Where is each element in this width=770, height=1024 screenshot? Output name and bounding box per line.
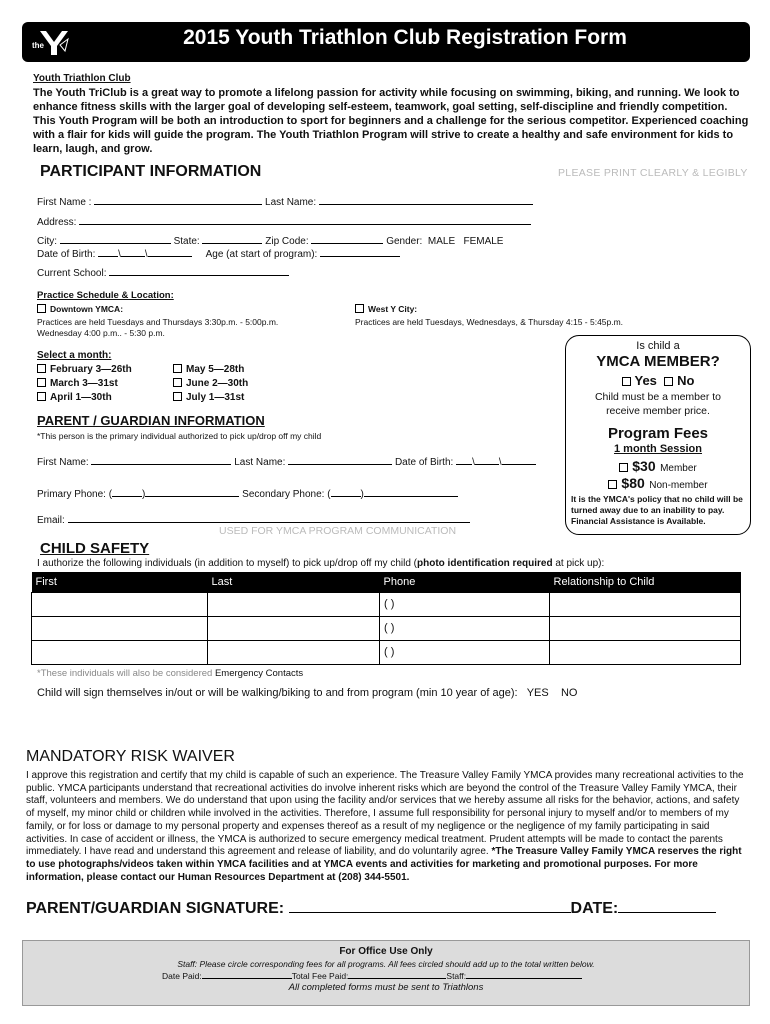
month-option[interactable] <box>37 364 132 375</box>
yes-label: Yes <box>634 373 657 388</box>
secondary-phone-label: Secondary Phone: ( <box>242 489 331 500</box>
email-label: Email: <box>37 515 65 526</box>
guardian-name-row <box>37 454 536 468</box>
city-field[interactable] <box>60 233 171 244</box>
month-label: July 1—31st <box>186 392 245 403</box>
guardian-dob-month[interactable] <box>456 454 472 465</box>
westy-option[interactable] <box>355 304 417 314</box>
downtown-option[interactable] <box>37 304 123 314</box>
yes-checkbox[interactable] <box>622 377 631 386</box>
session-label: 1 month Session <box>613 443 703 455</box>
age-label: Age (at start of program): <box>205 249 318 260</box>
zip-label: Zip Code: <box>265 236 309 247</box>
primary-phone-area[interactable] <box>112 486 142 497</box>
office-title: For Office Use Only <box>339 946 433 957</box>
state-field[interactable] <box>202 233 262 244</box>
first-cell[interactable] <box>32 592 208 616</box>
relationship-cell[interactable] <box>550 640 741 664</box>
guardian-dob-day[interactable] <box>475 454 499 465</box>
first-name-label: First Name : <box>37 197 92 208</box>
checkbox[interactable] <box>37 392 46 401</box>
date-field[interactable] <box>618 897 716 913</box>
date-paid-field[interactable] <box>202 970 292 979</box>
member-note: Child must be a member to receive member price. <box>594 391 722 417</box>
checkbox[interactable] <box>173 392 182 401</box>
email-note: USED FOR YMCA PROGRAM COMMUNICATION <box>219 525 457 537</box>
city-label: City: <box>37 236 57 247</box>
guardian-first-name-field[interactable] <box>91 454 231 465</box>
office-footer: All completed forms must be sent to Triathlons <box>288 982 484 993</box>
month-option[interactable] <box>173 392 244 403</box>
month-label: June 2—30th <box>186 378 249 389</box>
emergency-note-text: *These individuals will also be considered <box>37 668 215 679</box>
table-row <box>32 640 741 664</box>
column-header-first: First <box>32 572 208 592</box>
print-note: PLEASE PRINT CLEARLY & LEGIBLY <box>558 167 748 179</box>
guardian-section-title: PARENT / GUARDIAN INFORMATION <box>37 413 265 428</box>
primary-phone-field[interactable] <box>145 486 239 497</box>
participant-section-title: PARTICIPANT INFORMATION <box>40 163 262 180</box>
fee-nonmember-option[interactable] <box>565 475 751 493</box>
dob-separator: \ <box>472 457 475 468</box>
dob-day-field[interactable] <box>121 246 145 257</box>
downtown-checkbox[interactable] <box>37 304 46 313</box>
secondary-phone-field[interactable] <box>364 486 458 497</box>
downtown-label: Downtown YMCA: <box>50 304 124 314</box>
office-staff-note: Staff: Please circle corresponding fees for all programs. All fees circled should add up to the total written below. <box>177 959 595 969</box>
child-safety-title: CHILD SAFETY <box>40 540 150 557</box>
table-row <box>32 616 741 640</box>
fee-member-option[interactable] <box>565 458 751 476</box>
signature-field[interactable] <box>289 897 571 913</box>
table-header-row <box>32 572 741 592</box>
last-name-label: Last Name: <box>265 197 317 208</box>
emergency-contacts-label: Emergency Contacts <box>214 668 304 679</box>
school-label: Current School: <box>37 268 107 279</box>
no-checkbox[interactable] <box>664 377 673 386</box>
photo-id-required: photo identification required <box>417 558 553 569</box>
month-title: Select a month: <box>37 350 112 361</box>
authorize-text <box>37 558 604 569</box>
staff-field[interactable] <box>466 970 582 979</box>
paren-close: ) <box>360 489 364 500</box>
westy-label: West Y City: <box>368 304 418 314</box>
checkbox[interactable] <box>37 364 46 373</box>
intro-text: The Youth TriClub is a great way to promote a lifelong passion for activity while focusing on swimming, biking, and running. We look to enhance fitness skills with the larger goal of developing self-esteem, teamwork, goal setting, self-discipline and friendly competition. This Youth Program will be both an introduction to sport for beginners and a challenge for the serious competitor. Experienced coaching with a flair for kids will guide the program. The Youth Triathlon Program will strive to create a healthy and safe environment for kids to learn, laugh, and grow. <box>33 87 749 155</box>
guardian-email-row <box>37 512 470 526</box>
sign-self-yes[interactable]: YES <box>526 687 549 699</box>
total-fee-field[interactable] <box>348 970 446 979</box>
staff-label: Staff: <box>446 971 467 981</box>
guardian-phone-row <box>37 486 458 500</box>
paren-close: ) <box>142 489 146 500</box>
secondary-phone-area[interactable] <box>331 486 361 497</box>
last-cell[interactable] <box>208 592 380 616</box>
month-option[interactable] <box>37 392 112 403</box>
fee-nonmember-checkbox[interactable] <box>608 480 617 489</box>
month-label: April 1—30th <box>50 392 112 403</box>
date-paid-label: Date Paid: <box>162 971 202 981</box>
office-fields-row <box>162 970 582 981</box>
date-label: DATE: <box>570 900 619 917</box>
state-label: State: <box>173 236 200 247</box>
westy-schedule-line1: Practices are held Tuesdays, Wednesdays, & Thursday 4:15 - 5:45p.m. <box>355 317 624 327</box>
month-option[interactable] <box>173 378 248 389</box>
checkbox[interactable] <box>173 378 182 387</box>
last-name-field[interactable] <box>319 194 533 205</box>
schedule-title: Practice Schedule & Location: <box>37 290 174 301</box>
first-cell[interactable] <box>32 616 208 640</box>
fee-member-checkbox[interactable] <box>619 463 628 472</box>
dob-year-field[interactable] <box>148 246 192 257</box>
member-yes-no <box>565 373 751 388</box>
member-question: YMCA MEMBER? <box>596 353 720 370</box>
dob-separator: \ <box>144 249 148 260</box>
dob-separator: \ <box>498 457 502 468</box>
gender-female[interactable]: FEMALE <box>463 236 504 247</box>
dob-row <box>37 246 400 260</box>
relationship-cell[interactable] <box>550 616 741 640</box>
westy-checkbox[interactable] <box>355 304 364 313</box>
waiver-text <box>26 770 744 884</box>
address-field[interactable] <box>79 214 531 225</box>
guardian-dob-label: Date of Birth: <box>394 457 454 468</box>
address-row <box>37 214 531 228</box>
table-row <box>32 592 741 616</box>
guardian-first-name-label: First Name: <box>37 457 89 468</box>
gender-male[interactable]: MALE <box>427 236 456 247</box>
fee-member-amount: $30 <box>632 458 656 474</box>
first-name-field[interactable] <box>94 194 262 205</box>
relationship-cell[interactable] <box>550 592 741 616</box>
signature-label: PARENT/GUARDIAN SIGNATURE: <box>26 900 285 917</box>
logo-text: the <box>32 41 44 50</box>
authorize-end: at pick up): <box>552 558 605 569</box>
fee-nonmember-label: Non-member <box>649 480 708 491</box>
phone-cell[interactable]: ( ) <box>380 592 550 616</box>
page-title: 2015 Youth Triathlon Club Registration Form <box>183 26 627 49</box>
downtown-schedule-line2: Wednesday 4:00 p.m.. - 5:30 p.m. <box>37 328 165 338</box>
guardian-last-name-label: Last Name: <box>234 457 286 468</box>
waiver-title: MANDATORY RISK WAIVER <box>26 748 235 765</box>
downtown-schedule-line1: Practices are held Tuesdays and Thursdays 3:30p.m. - 5:00p.m. <box>37 317 279 327</box>
zip-field[interactable] <box>311 233 383 244</box>
month-label: May 5—28th <box>186 364 245 375</box>
fee-nonmember-amount: $80 <box>621 475 645 491</box>
checkbox[interactable] <box>173 364 182 373</box>
fee-member-label: Member <box>660 463 697 474</box>
last-cell[interactable] <box>208 640 380 664</box>
signature-row <box>26 897 716 918</box>
first-cell[interactable] <box>32 640 208 664</box>
no-label: No <box>677 373 695 388</box>
city-row <box>37 233 503 247</box>
school-field[interactable] <box>109 265 289 276</box>
name-row <box>37 194 533 208</box>
dob-month-field[interactable] <box>98 246 118 257</box>
column-header-relationship: Relationship to Child <box>550 572 741 592</box>
month-label: February 3—26th <box>50 364 132 375</box>
guardian-last-name-field[interactable] <box>288 454 392 465</box>
column-header-last: Last <box>208 572 380 592</box>
month-option[interactable] <box>173 364 244 375</box>
intro-label: Youth Triathlon Club <box>33 73 131 84</box>
program-fees-title: Program Fees <box>607 425 709 442</box>
emergency-note <box>37 668 303 679</box>
gender-label: Gender: <box>386 236 423 247</box>
dob-separator: \ <box>118 249 121 260</box>
guardian-dob-year[interactable] <box>502 454 536 465</box>
authorize-start: I authorize the following individuals (in addition to myself) to pick up/drop off my child ( <box>37 558 418 569</box>
phone-cell[interactable]: ( ) <box>380 616 550 640</box>
month-option[interactable] <box>37 378 118 389</box>
age-field[interactable] <box>320 246 400 257</box>
school-row <box>37 265 289 279</box>
last-cell[interactable] <box>208 616 380 640</box>
phone-cell[interactable]: ( ) <box>380 640 550 664</box>
sign-self-row <box>37 687 577 699</box>
primary-phone-label: Primary Phone: ( <box>37 489 113 500</box>
authorized-contacts-table <box>31 572 741 665</box>
waiver-photo-release: *The Treasure Valley Family YMCA reserves the right to use photographs/videos taken within YMCA facilities and at YMCA events and activities for marketing and promotional purposes. For more information, please contact our Human Resources Department at (208) 344-5501. <box>26 846 742 883</box>
is-child-text: Is child a <box>636 340 680 352</box>
address-label: Address: <box>37 217 77 228</box>
guardian-note: *This person is the primary individual authorized to pick up/drop off my child <box>37 431 322 441</box>
waiver-body: I approve this registration and certify that my child is capable of such an experience. The Treasure Valley Family YMCA provides many recreational activities to the public. YMCA participants understand that recreational activities do involve inherent risks which are beyond the control of the Treasure Valley Family YMCA, their staff, volunteers and members. We do understand that upon using the facility and/or services that we hereby assume all risks for the behavior, actions, and safety of myself, my minor child or children while involved in the activities. Therefore, I assume full responsibility for personal injury to myself and/or to members of my family, or for loss or damage to my personal property and expenses thereof as a result of my negligence or the negligence of my family participating in said activities. In case of accident or illness, the YMCA is authorized to secure emergency medical treatment. Prudent attempts will be made to contact the parents immediately. I have read and understand this agreement and release of liability, and do voluntarily agree. <box>26 770 744 858</box>
sign-self-no[interactable]: NO <box>560 687 578 699</box>
financial-policy: It is the YMCA's policy that no child will be turned away due to an inability to pay. Financial Assistance is Available. <box>571 494 743 526</box>
dob-label: Date of Birth: <box>37 249 96 260</box>
email-field[interactable] <box>68 512 470 523</box>
total-fee-label: Total Fee Paid: <box>291 971 349 981</box>
sign-self-text: Child will sign themselves in/out or will be walking/biking to and from program (min 10 year of age): <box>37 687 518 699</box>
column-header-phone: Phone <box>380 572 550 592</box>
month-label: March 3—31st <box>50 378 118 389</box>
checkbox[interactable] <box>37 378 46 387</box>
